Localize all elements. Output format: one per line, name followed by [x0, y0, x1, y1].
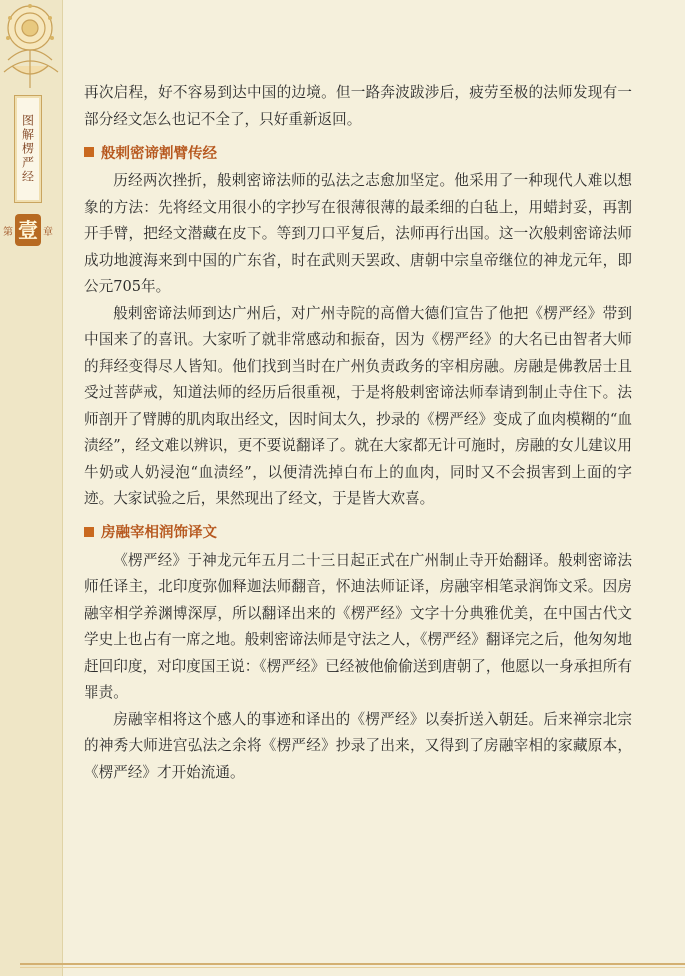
paragraph-5: 房融宰相将这个感人的事迹和译出的《楞严经》以奏折送入朝廷。后来禅宗北宗的神秀大师进宫弘法之余将《楞严经》抄录了出来，又得到了房融宰相的家藏原本，《楞严经》才开始流通。	[84, 710, 632, 781]
square-bullet-icon	[84, 527, 94, 537]
book-title-box	[14, 95, 42, 203]
book-title: 图解楞严经	[20, 114, 35, 184]
paragraph-1: 再次启程，好不容易到达中国的边境。但一路奔波跋涉后，疲劳至极的法师发现有一部分经文怎么也记不全了，只好重新返回。	[84, 84, 632, 128]
section-heading-1-text: 般剌密谛割臂传经	[101, 145, 217, 162]
section-heading-2	[84, 520, 632, 544]
bottom-divider	[20, 963, 685, 965]
paragraph-2: 历经两次挫折，般剌密谛法师的弘法之志愈加坚定。他采用了一种现代人难以想象的方法：先将经文用很小的字抄写在很薄很薄的最柔细的白毡上，用蜡封妥，再割开手臂，把经文潜藏在皮下。等到刀口平复后，法师再行出国。这一次般剌密谛法师成功地渡海来到中国的广东省，时在武则天罢政、唐朝中宗皇帝继位的神龙元年，即公元705年。	[84, 172, 632, 295]
chapter-suffix: 章	[43, 226, 53, 238]
bottom-divider-thin	[20, 967, 685, 968]
paragraph-4: 《楞严经》于神龙元年五月二十三日起正式在广州制止寺开始翻译。般剌密谛法师任译主，北印度弥伽释迦法师翻音，怀迪法师证译，房融宰相笔录润饰文采。因房融宰相学养渊博深厚，所以翻译出来的《楞严经》文字十分典雅优美，在中国古代文学史上也占有一席之地。般剌密谛法师是守法之人，《楞严经》翻译完之后，他匆匆地赶回印度，对印度国王说：《楞严经》已经被他偷偷送到唐朝了，他愿以一身承担所有罪责。	[84, 551, 632, 701]
square-bullet-icon	[84, 147, 94, 157]
chapter-marker	[3, 212, 53, 248]
lotus-ornament-icon	[0, 0, 66, 90]
section-heading-1	[84, 140, 632, 164]
section-heading-2-text: 房融宰相润饰译文	[101, 525, 217, 541]
chapter-prefix: 第	[3, 226, 13, 238]
page-content	[84, 80, 632, 786]
chapter-number: 壹	[15, 214, 41, 246]
paragraph-3: 般剌密谛法师到达广州后，对广州寺院的高僧大德们宣告了他把《楞严经》带到中国来了的喜讯。大家听了就非常感动和振奋，因为《楞严经》的大名已由智者大师的拜经变得尽人皆知。他们找到当时在广州负责政务的宰相房融。房融是佛教居士且受过菩萨戒，知道法师的经历后很重视，于是将般剌密谛法师奉请到制止寺住下。法师剖开了臂膊的肌肉取出经文，因时间太久，抄录的《楞严经》变成了血肉模糊的“血渍经”，经文难以辨识，更不要说翻译了。就在大家都无计可施时，房融的女儿建议用牛奶或人奶浸泡“血渍经”，以便清洗掉白布上的血肉，同时又不会损害到上面的字迹。大家试验之后，果然现出了经文，于是皆大欢喜。	[84, 304, 632, 507]
